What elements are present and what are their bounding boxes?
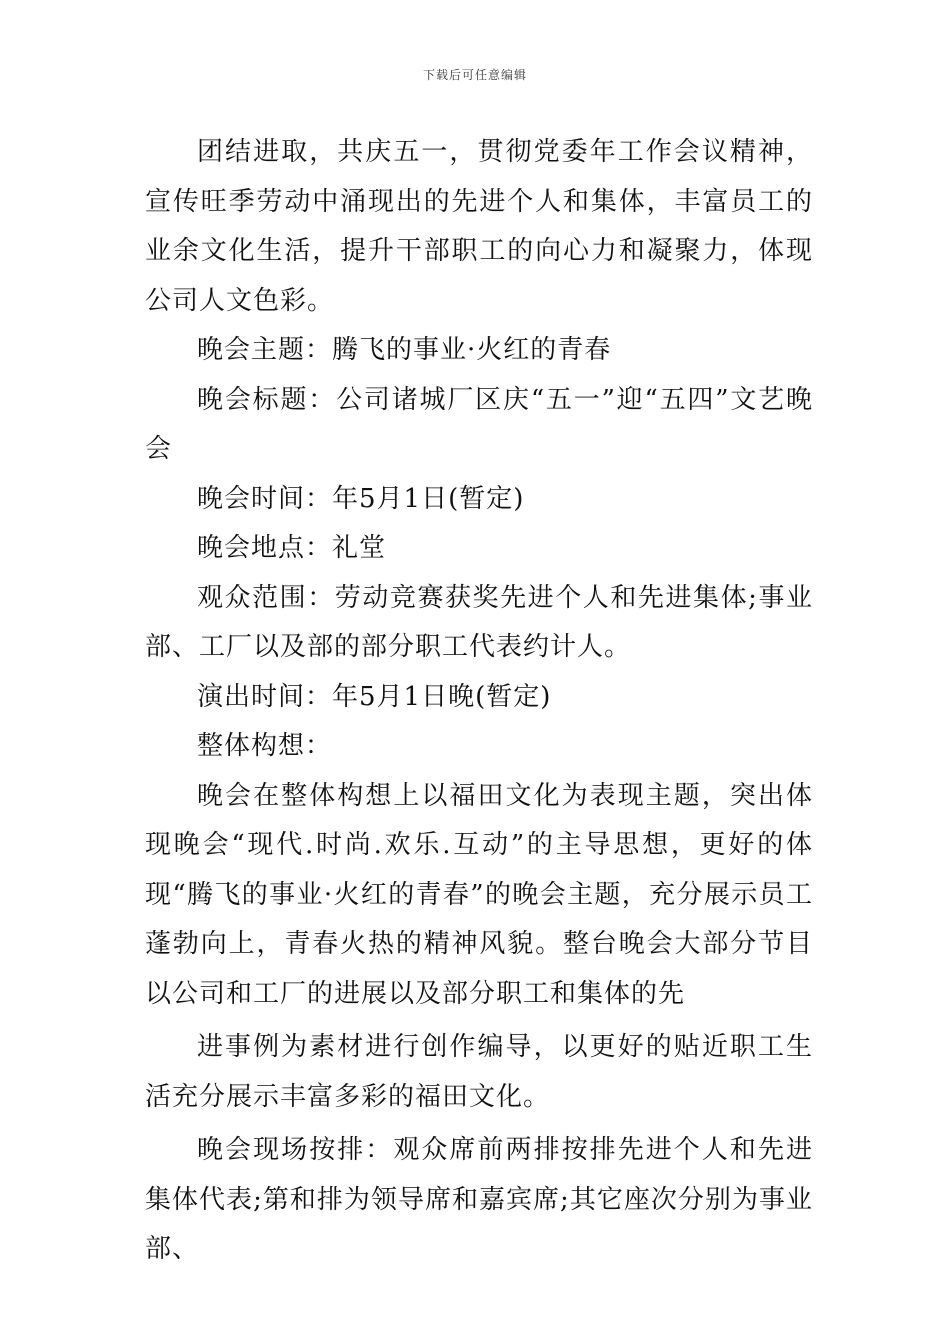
paragraph-seating: 晚会现场按排：观众席前两排按排先进个人和先进集体代表;第和排为领导席和嘉宾席;其它座次分别为事业部、 (145, 1135, 813, 1264)
paragraph-venue: 晚会地点：礼堂 (197, 533, 387, 563)
paragraph-concept-continued: 进事例为素材进行创作编导，以更好的贴近职工生活充分展示丰富多彩的福田文化。 (145, 1032, 813, 1112)
paragraph-time: 晚会时间：年5月1日(暂定) (197, 483, 525, 514)
paragraph-concept: 晚会在整体构想上以福田文化为表现主题，突出体现晚会“现代.时尚.欢乐.互动”的主导思想，更好的体现“腾飞的事业·火红的青春”的晚会主题，充分展示员工蓬勃向上，青春火热的精神风貌。整台晚会大部分节目以公司和工厂的进展以及部分职工和集体的先 (145, 780, 813, 1009)
paragraph-concept-heading: 整体构想： (197, 731, 333, 761)
paragraph-audience: 观众范围：劳动竞赛获奖先进个人和先进集体;事业部、工厂以及部的部分职工代表约计人。 (145, 582, 813, 662)
paragraph-title: 晚会标题：公司诸城厂区庆“五一”迎“五四”文艺晚会 (145, 384, 813, 464)
paragraph-show-time: 演出时间：年5月1日晚(暂定) (197, 681, 552, 712)
document-body (145, 128, 813, 1275)
paragraph-purpose: 团结进取，共庆五一，贯彻党委年工作会议精神，宣传旺季劳动中涌现出的先进个人和集体，丰富员工的业余文化生活，提升干部职工的向心力和凝聚力，体现公司人文色彩。 (145, 137, 813, 316)
paragraph-theme: 晚会主题：腾飞的事业·火红的青春 (197, 335, 612, 365)
page-header: 下载后可任意编辑 (422, 68, 527, 82)
